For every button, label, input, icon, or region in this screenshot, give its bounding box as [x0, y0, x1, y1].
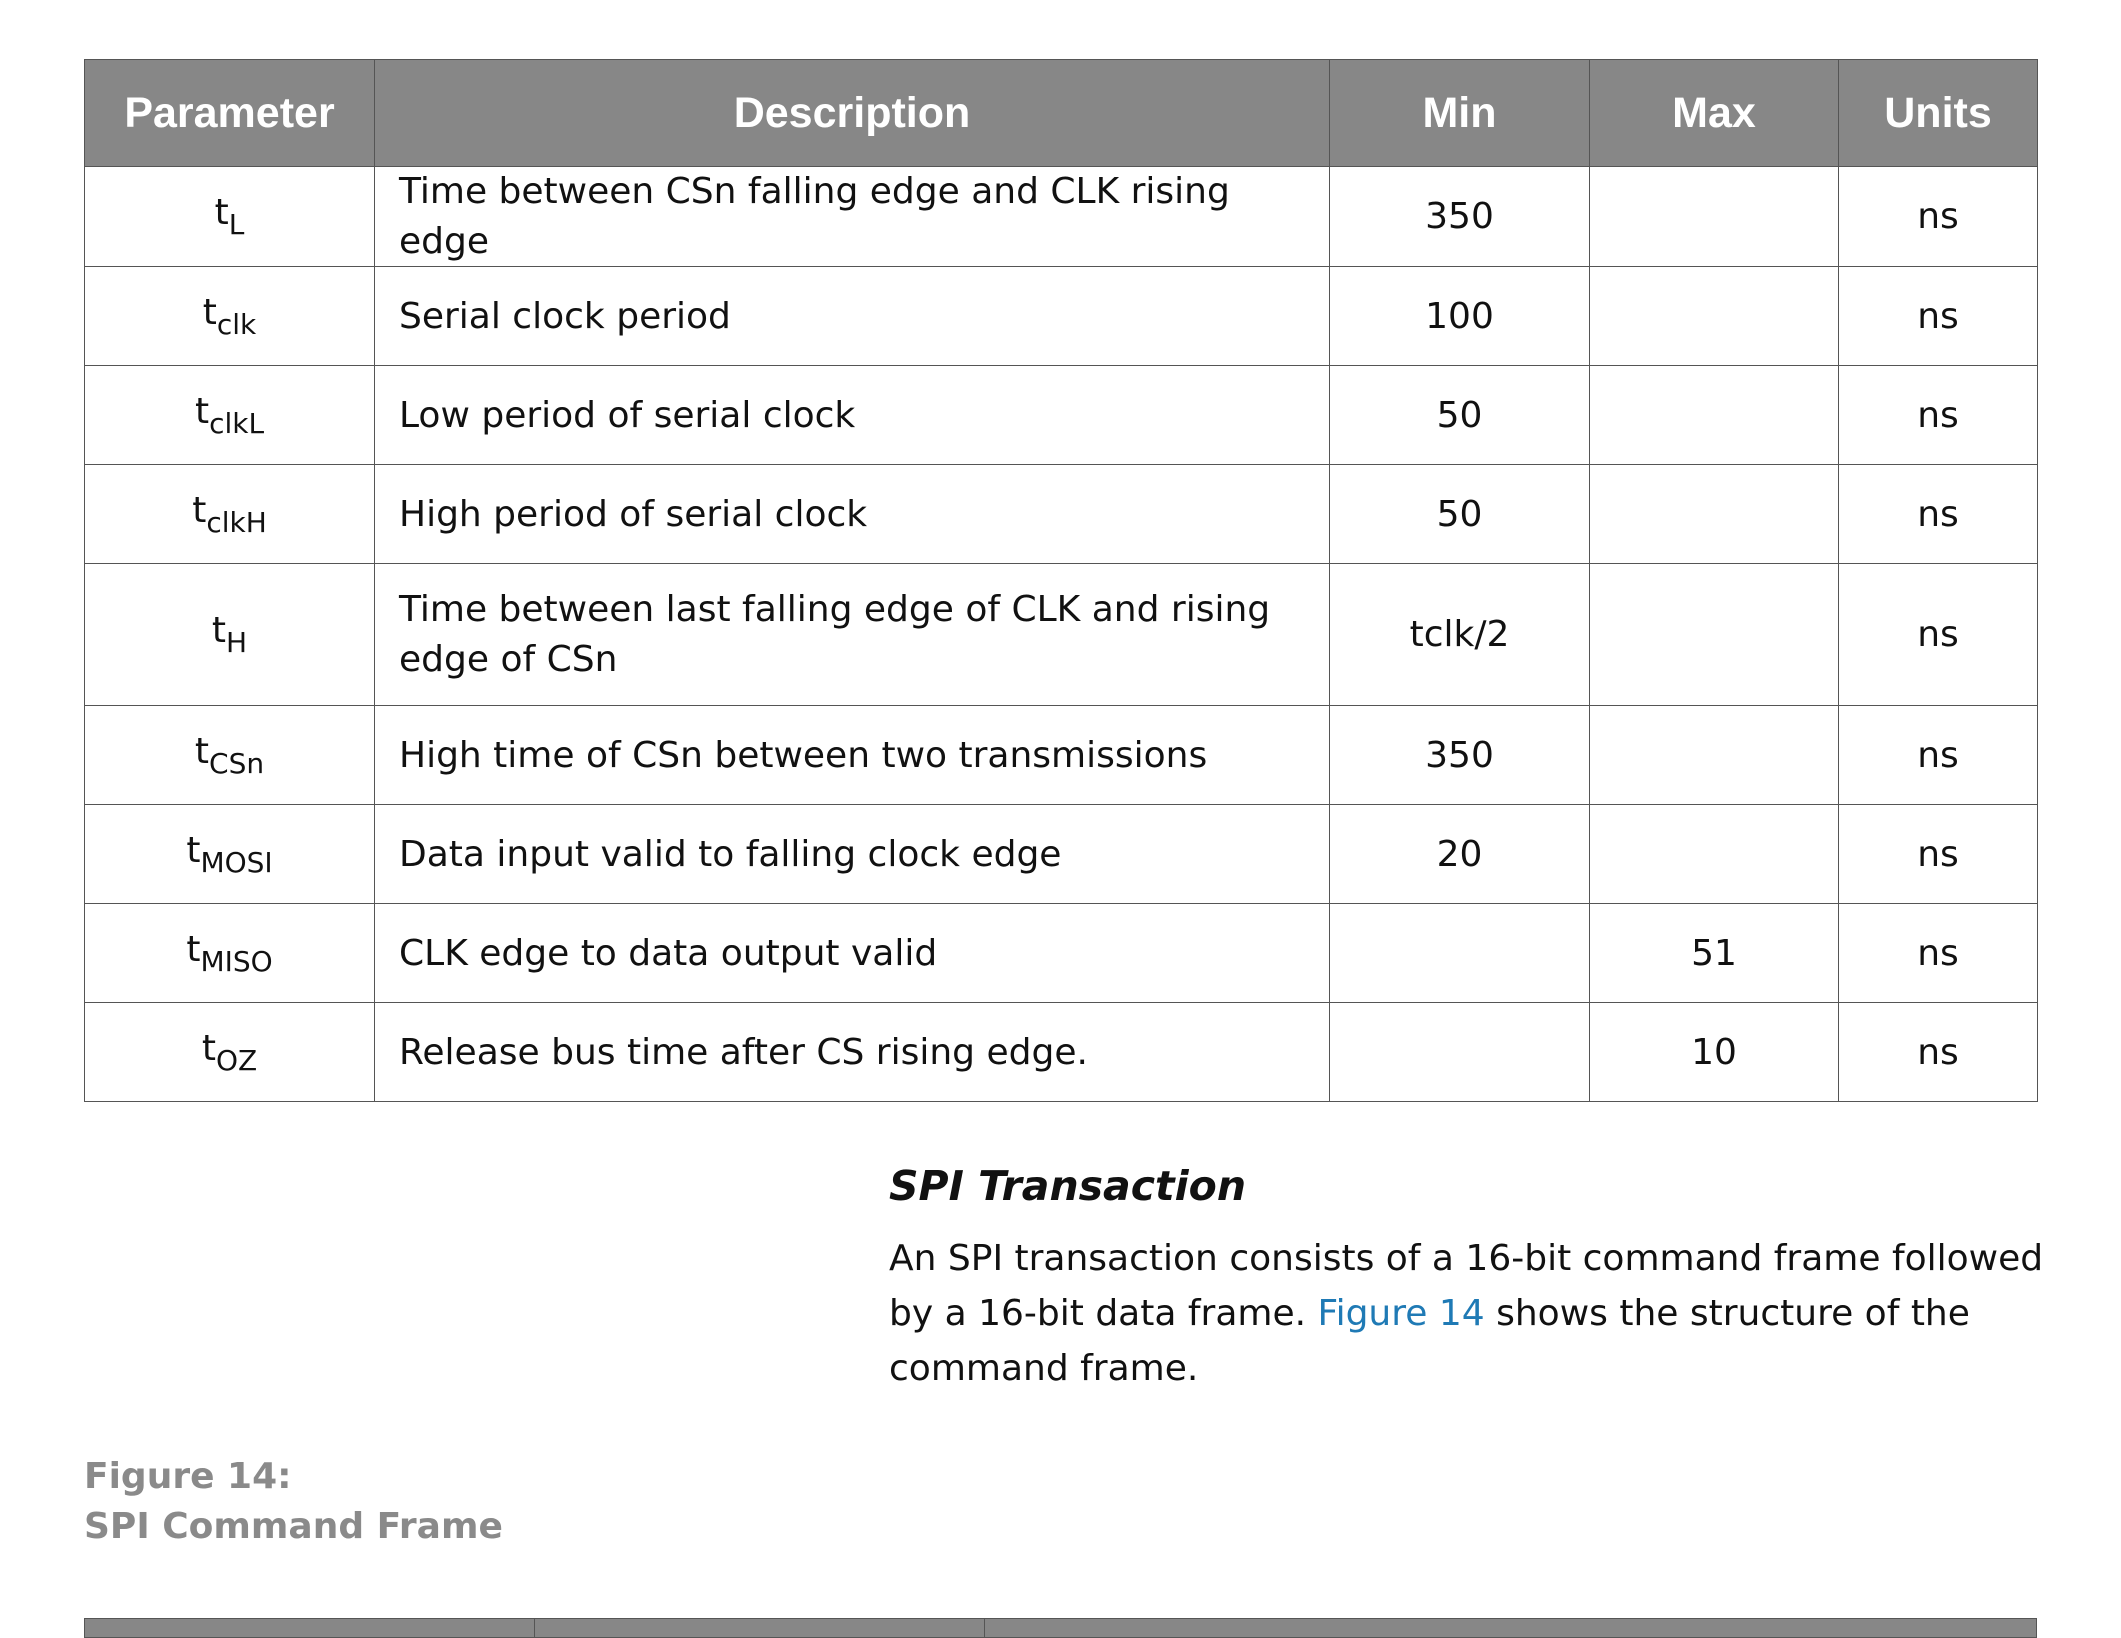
timing-table: [84, 59, 2038, 1102]
table-header-row: [85, 60, 2038, 167]
description-cell: High time of CSn between two transmissions: [375, 706, 1330, 805]
paragraph-text-start: An SPI transaction consists of a 16-bit command frame followed by a 16-bit data frame.: [889, 1238, 2044, 1334]
table-row: [85, 465, 2038, 564]
table-row: [85, 1003, 2038, 1102]
units-cell: ns: [1839, 1003, 2038, 1102]
header-units: Units: [1839, 60, 2038, 167]
parameter-cell: [85, 805, 375, 904]
description-cell: Time between CSn falling edge and CLK rising edge: [375, 167, 1330, 267]
units-cell: ns: [1839, 366, 2038, 465]
parameter-symbol: t: [202, 291, 217, 333]
header-min: Min: [1330, 60, 1590, 167]
units-cell: ns: [1839, 706, 2038, 805]
max-cell: [1590, 465, 1839, 564]
paragraph-text-end: shows the structure of the command frame.: [889, 1293, 1970, 1389]
header-description: Description: [375, 60, 1330, 167]
min-cell: 350: [1330, 167, 1590, 267]
max-cell: [1590, 366, 1839, 465]
max-cell: 51: [1590, 904, 1839, 1003]
units-cell: ns: [1839, 465, 2038, 564]
parameter-subscript: CSn: [209, 746, 265, 780]
min-cell: tclk/2: [1330, 564, 1590, 706]
description-cell: Time between last falling edge of CLK and rising edge of CSn: [375, 564, 1330, 706]
min-cell: 20: [1330, 805, 1590, 904]
description-cell: Data input valid to falling clock edge: [375, 805, 1330, 904]
parameter-cell: [85, 366, 375, 465]
parameter-cell: [85, 564, 375, 706]
parameter-cell: [85, 465, 375, 564]
parameter-symbol: t: [211, 610, 227, 652]
units-cell: ns: [1839, 805, 2038, 904]
section-heading: SPI Transaction: [889, 1162, 1247, 1210]
figure-title: SPI Command Frame: [84, 1506, 503, 1547]
min-cell: 350: [1330, 706, 1590, 805]
header-max: Max: [1590, 60, 1839, 167]
max-cell: [1590, 167, 1839, 267]
table-row: [85, 167, 2038, 267]
units-cell: ns: [1839, 167, 2038, 267]
parameter-subscript: OZ: [215, 1043, 258, 1077]
command-frame-table-header: [84, 1618, 2037, 1638]
units-cell: ns: [1839, 564, 2038, 706]
spi-transaction-section: [889, 1162, 2049, 1396]
parameter-subscript: MISO: [200, 944, 273, 978]
figure-14-link[interactable]: Figure 14: [1317, 1293, 1485, 1334]
parameter-subscript: clk: [216, 307, 257, 341]
parameter-subscript: MOSI: [200, 845, 273, 879]
parameter-subscript: clkH: [206, 505, 267, 539]
parameter-symbol: t: [194, 730, 210, 772]
min-cell: 50: [1330, 465, 1590, 564]
description-cell: Release bus time after CS rising edge.: [375, 1003, 1330, 1102]
max-cell: [1590, 706, 1839, 805]
table-row: [85, 706, 2038, 805]
max-cell: [1590, 267, 1839, 366]
parameter-symbol: t: [201, 1027, 216, 1069]
parameter-cell: [85, 267, 375, 366]
parameter-cell: [85, 904, 375, 1003]
section-paragraph: [889, 1231, 2049, 1396]
units-cell: ns: [1839, 904, 2038, 1003]
max-cell: [1590, 805, 1839, 904]
min-cell: [1330, 904, 1590, 1003]
parameter-symbol: t: [214, 192, 229, 234]
parameter-cell: [85, 167, 375, 267]
parameter-symbol: t: [194, 390, 210, 432]
header-parameter: Parameter: [85, 60, 375, 167]
command-frame-header-cell: [535, 1619, 985, 1637]
parameter-symbol: t: [192, 489, 207, 531]
table-row: [85, 805, 2038, 904]
parameter-cell: [85, 1003, 375, 1102]
min-cell: 50: [1330, 366, 1590, 465]
description-cell: CLK edge to data output valid: [375, 904, 1330, 1003]
table-row: [85, 267, 2038, 366]
parameter-subscript: clkL: [209, 406, 265, 440]
figure-label: Figure 14:: [84, 1456, 292, 1497]
parameter-cell: [85, 706, 375, 805]
parameter-subscript: H: [226, 626, 248, 660]
parameter-symbol: t: [186, 928, 201, 970]
parameter-subscript: L: [228, 208, 245, 242]
min-cell: 100: [1330, 267, 1590, 366]
units-cell: ns: [1839, 267, 2038, 366]
parameter-symbol: t: [186, 829, 201, 871]
min-cell: [1330, 1003, 1590, 1102]
description-cell: Low period of serial clock: [375, 366, 1330, 465]
table-row: [85, 564, 2038, 706]
command-frame-header-cell: [85, 1619, 535, 1637]
table-row: [85, 904, 2038, 1003]
description-cell: High period of serial clock: [375, 465, 1330, 564]
max-cell: [1590, 564, 1839, 706]
max-cell: 10: [1590, 1003, 1839, 1102]
figure-caption: [84, 1452, 503, 1552]
table-row: [85, 366, 2038, 465]
description-cell: Serial clock period: [375, 267, 1330, 366]
